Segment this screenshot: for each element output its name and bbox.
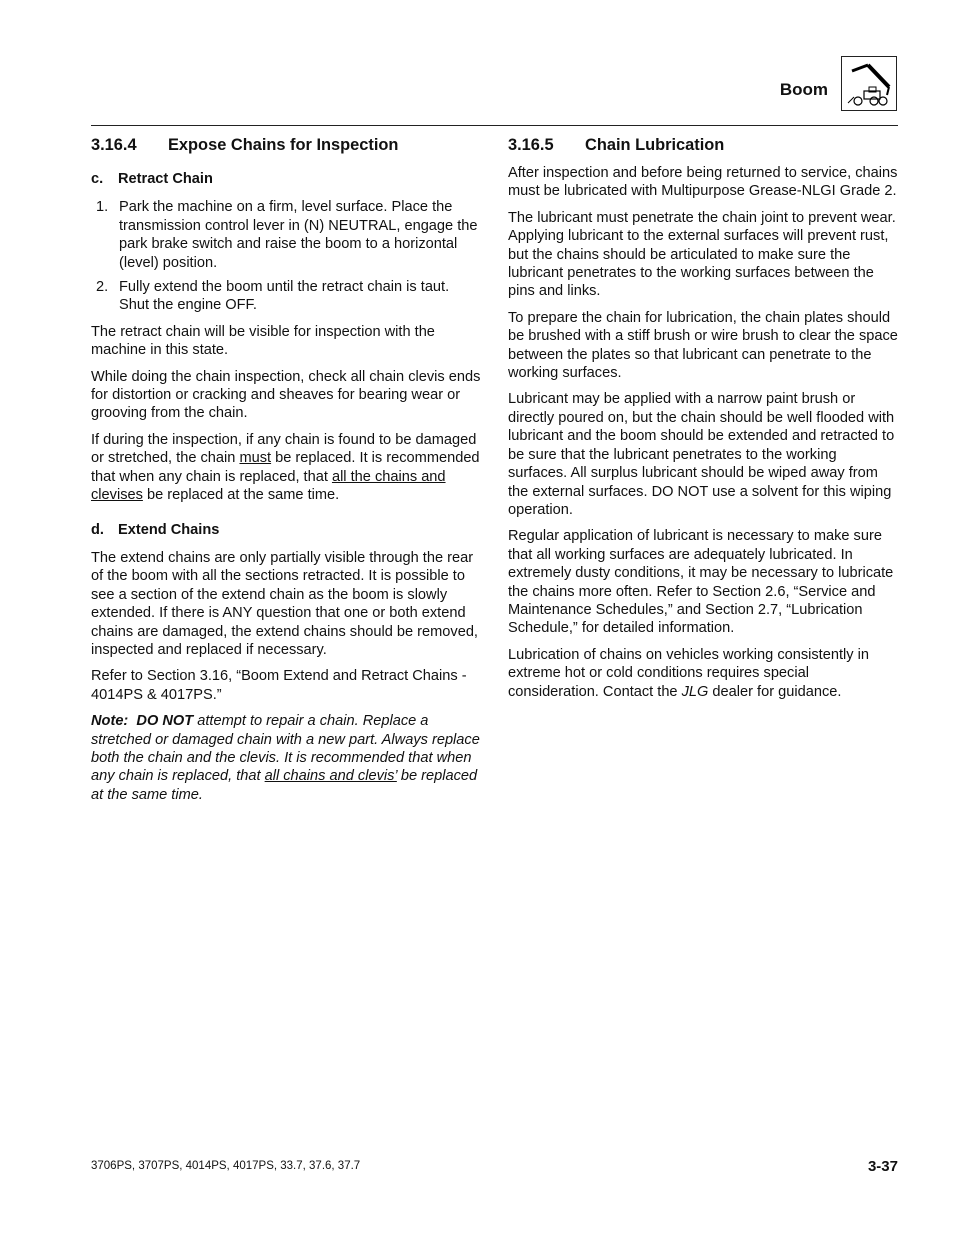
underlined-text: all the chains and clevises	[91, 468, 446, 504]
heading-number: 3.16.5	[508, 136, 554, 154]
step-text: Fully extend the boom until the retract chain is taut. Shut the engine OFF.	[119, 279, 450, 314]
note-emphasis: DO NOT	[136, 713, 194, 730]
subheading-text: Extend Chains	[118, 521, 220, 538]
underlined-text: all chains and clevis’	[264, 768, 397, 785]
header-divider	[91, 125, 898, 126]
paragraph: The retract chain will be visible for inspection with the machine in this state.	[91, 323, 435, 359]
paragraph: While doing the chain inspection, check all chain clevis ends for distortion or cracking and sheaves for bearing wear or grooving from the chain.	[91, 368, 481, 422]
paragraph: The extend chains are only partially visible through the rear of the boom with all the sections retracted. It is possible to see a section of the extend chain as the boom is slowly extended. If there is ANY question that one or both extend chains are damaged, the extend chains should be removed, inspected and replaced if necessary.	[91, 549, 478, 658]
underlined-text: must	[239, 450, 272, 467]
paragraph: The lubricant must penetrate the chain joint to prevent wear. Applying lubricant to the external surfaces will prevent rust, but the chains should be articulated to make sure the lubricant penetrates to the working surfaces between the pins and links.	[508, 209, 896, 300]
subheading-letter: c.	[91, 171, 104, 187]
paragraph	[91, 431, 483, 505]
left-column	[91, 136, 483, 812]
text-run: dealer for guidance.	[708, 683, 842, 700]
paragraph: After inspection and before being returned to service, chains must be lubricated with Multipurpose Grease-NLGI Grade 2.	[508, 165, 898, 200]
heading-text: Chain Lubrication	[585, 136, 725, 154]
section-title: Boom	[779, 80, 828, 99]
section-heading-expose-chains	[91, 136, 483, 154]
italic-text: JLG	[681, 683, 709, 700]
text-run: be replaced. It is recommended that when any chain is replaced, that	[91, 450, 480, 485]
list-item	[91, 198, 483, 272]
paragraph	[508, 646, 898, 701]
footer-model-list: 3706PS, 3707PS, 4014PS, 4017PS, 33.7, 37.6, 37.7	[91, 1160, 361, 1172]
subheading-letter: d.	[91, 521, 104, 538]
note	[91, 712, 483, 804]
step-text: Park the machine on a firm, level surface. Place the transmission control lever in (N) NEUTRAL, engage the park brake switch and raise the boom to a horizontal (level) position.	[119, 199, 478, 271]
paragraph: Lubricant may be applied with a narrow paint brush or directly poured on, but the chain should be well flooded with lubricant and the boom should be extended and retracted to be sure that the lubricant penetrates to the working surfaces. All surplus lubricant should be wiped away from the external surfaces. DO NOT use a solvent for this wiping operation.	[508, 391, 895, 518]
text-run: Lubrication of chains on vehicles working consistently in extreme hot or cold conditions requires special consideration. Contact the	[508, 646, 869, 700]
heading-number: 3.16.4	[91, 136, 137, 154]
right-column	[508, 136, 898, 709]
step-number: 1.	[96, 199, 109, 216]
step-number: 2.	[96, 279, 109, 296]
note-label: Note:	[91, 713, 129, 730]
retract-steps-list	[91, 198, 483, 314]
paragraph: Regular application of lubricant is necessary to make sure that all working surfaces are adequately lubricated. In extremely dusty conditions, it may be necessary to lubricate the chains more often. Refer to Section 2.6, “Service and Maintenance Schedules,” and Section 2.7, “Lubrication Schedule,” for detailed information.	[508, 528, 894, 637]
paragraph: Refer to Section 3.16, “Boom Extend and Retract Chains - 4014PS & 4017PS.”	[91, 668, 467, 703]
text-run: attempt to repair a chain. Replace a stretched or damaged chain with a new part. Always replace both the chain and the clevis. It is recommended that when any chain is replaced, that	[91, 713, 480, 785]
text-run: be replaced at the same time.	[91, 768, 478, 803]
subheading-retract-chain	[91, 170, 483, 188]
heading-text: Expose Chains for Inspection	[168, 136, 399, 154]
page-number: 3-37	[867, 1158, 898, 1175]
text-run: If during the inspection, if any chain is found to be damaged or stretched, the chain	[91, 431, 477, 467]
text-run: be replaced at the same time.	[142, 487, 340, 504]
list-item	[91, 278, 483, 315]
subheading-text: Retract Chain	[118, 171, 213, 187]
subheading-extend-chains	[91, 521, 483, 539]
paragraph: To prepare the chain for lubrication, the chain plates should be brushed with a stiff brush or wire brush to clear the space between the plates so that lubricant can penetrate to the working surfaces.	[508, 309, 898, 382]
section-heading-chain-lubrication	[508, 136, 898, 154]
boom-machine-icon	[841, 56, 897, 111]
